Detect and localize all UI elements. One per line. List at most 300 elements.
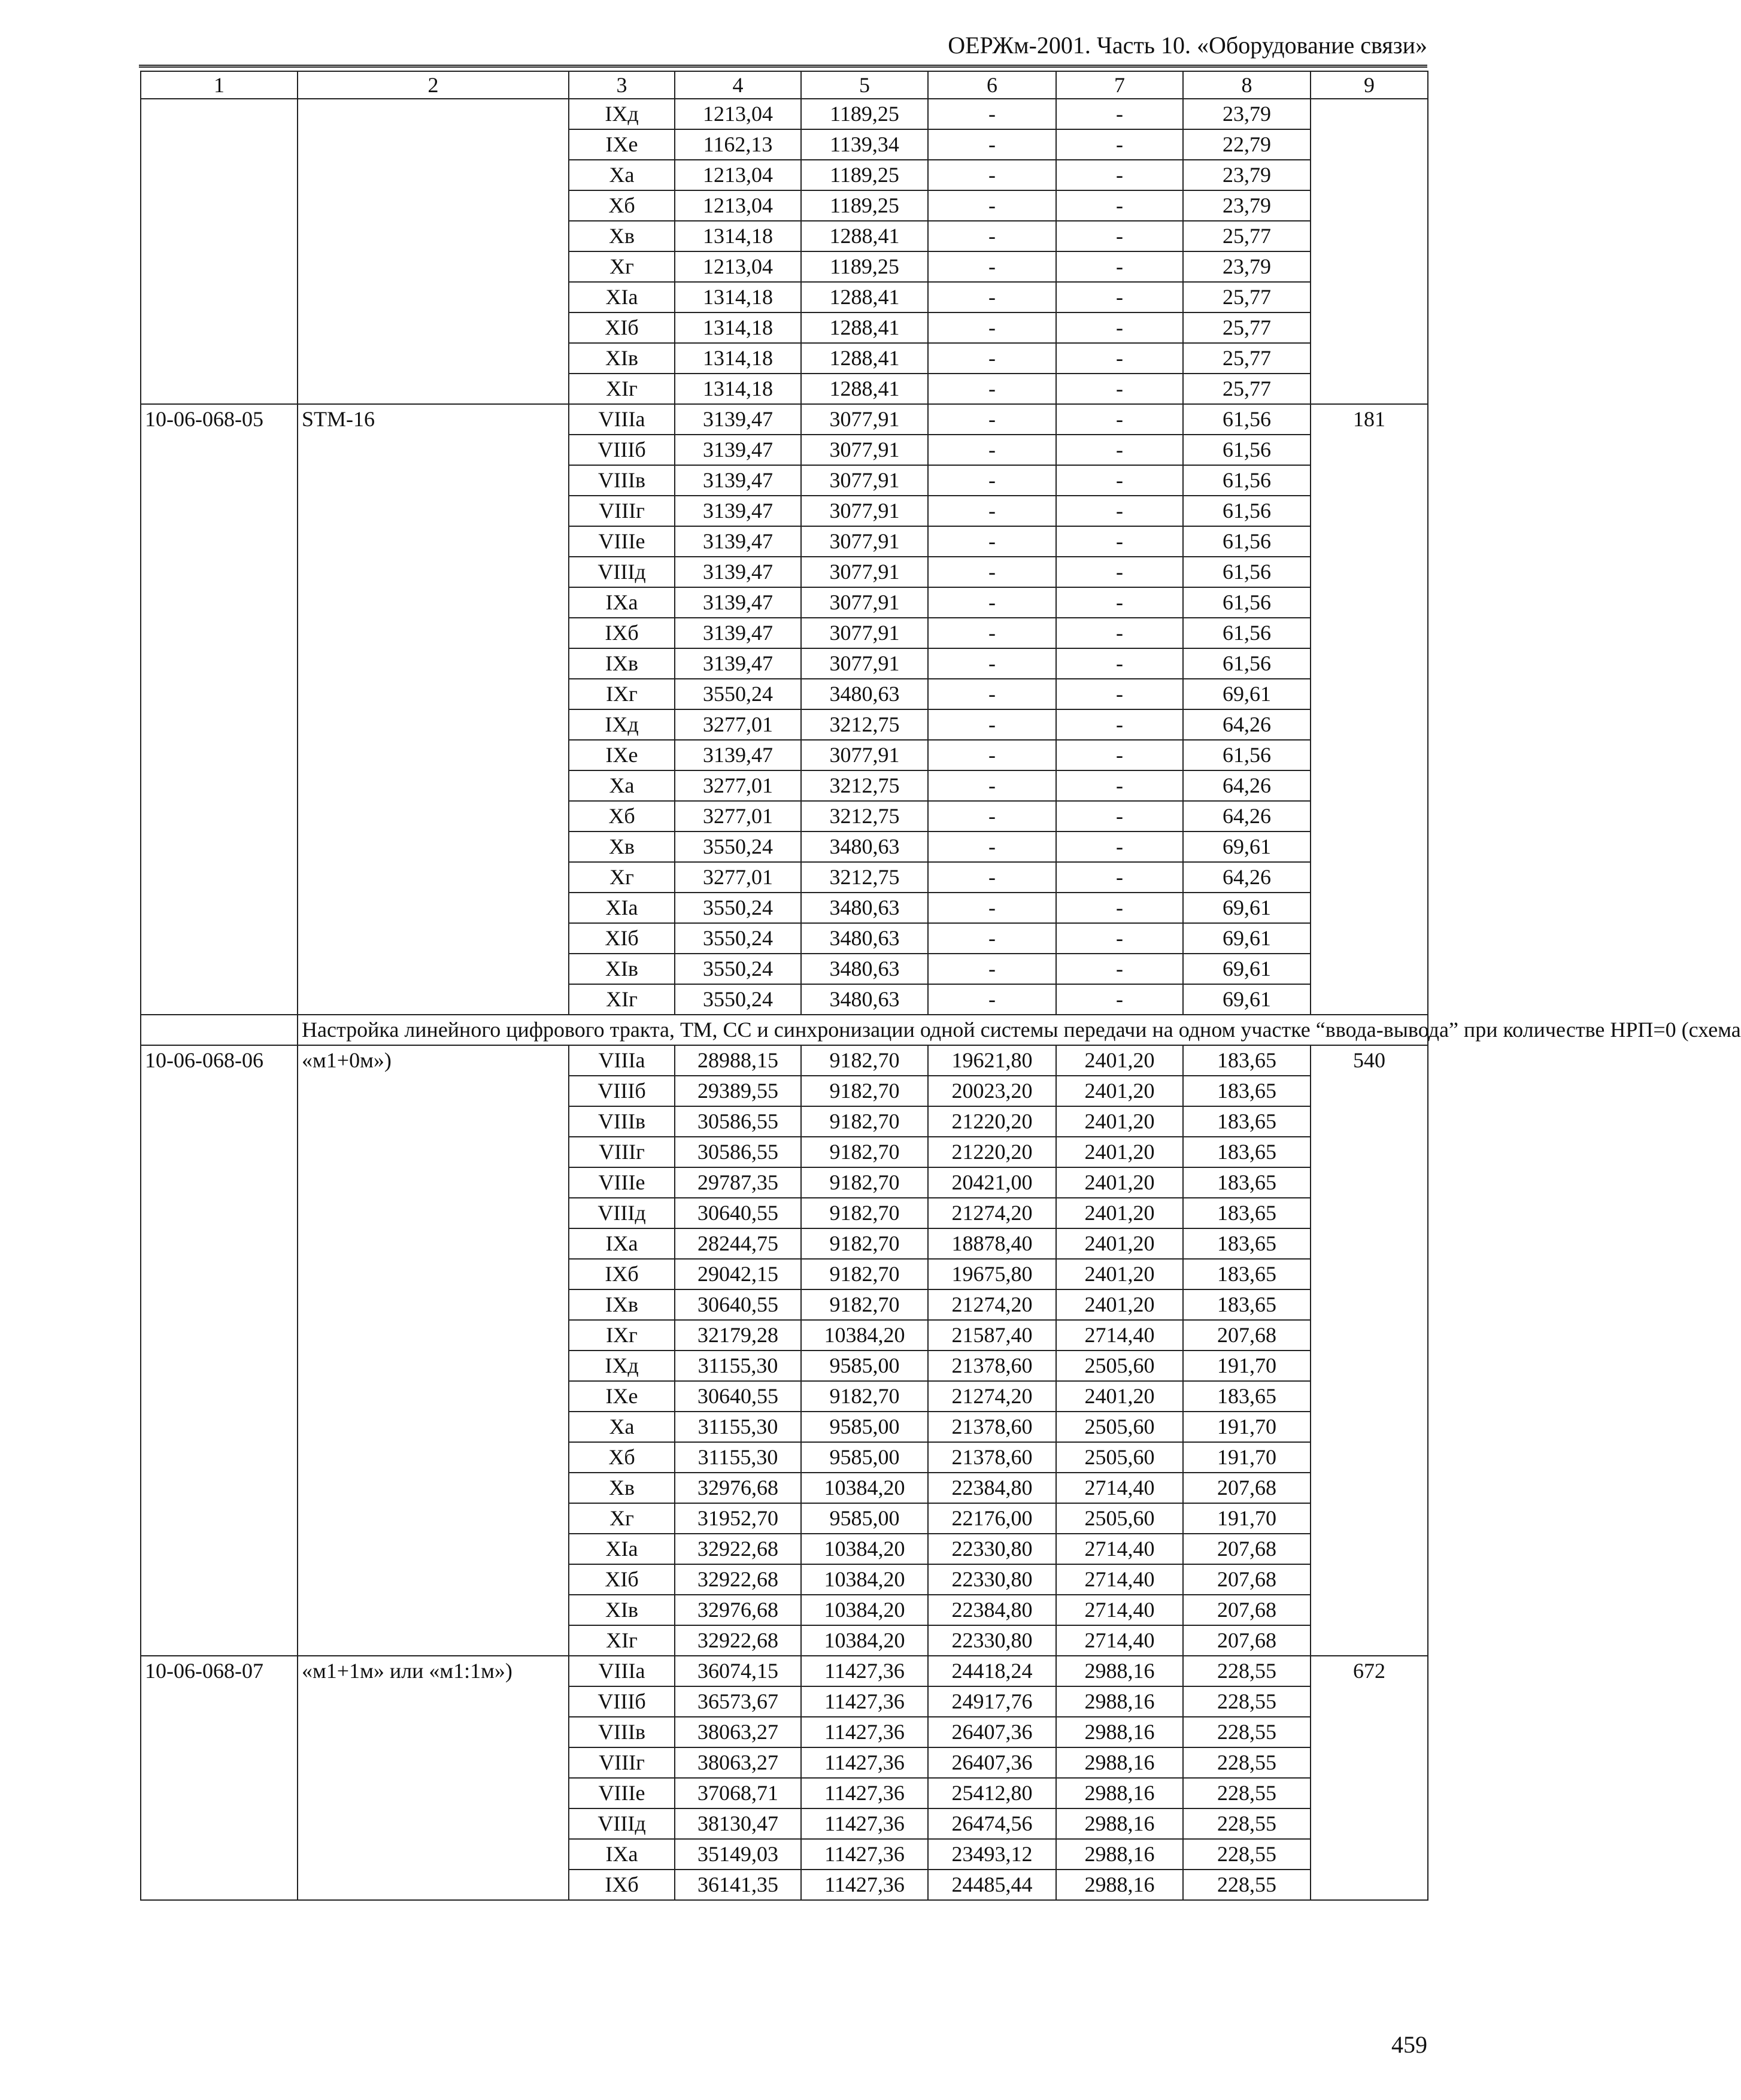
- driver-wage-cell: -: [1056, 190, 1183, 221]
- total-cost-cell: 30640,55: [675, 1289, 801, 1320]
- total-cost-cell: 3550,24: [675, 893, 801, 923]
- driver-wage-cell: -: [1056, 831, 1183, 862]
- driver-wage-cell: 2401,20: [1056, 1167, 1183, 1198]
- total-cost-cell: 29389,55: [675, 1076, 801, 1106]
- driver-wage-cell: 2988,16: [1056, 1808, 1183, 1839]
- labor-cost-cell: 11427,36: [801, 1747, 928, 1778]
- total-cost-cell: 3550,24: [675, 923, 801, 954]
- table-row: [141, 1656, 1428, 1686]
- zone-cell: VIIIб: [569, 435, 675, 465]
- labor-cost-cell: 3077,91: [801, 587, 928, 618]
- materials-cost-cell: 183,65: [1183, 1137, 1311, 1167]
- materials-cost-cell: 183,65: [1183, 1076, 1311, 1106]
- zone-cell: Xа: [569, 770, 675, 801]
- materials-cost-cell: 207,68: [1183, 1534, 1311, 1564]
- zone-cell: IXд: [569, 709, 675, 740]
- zone-cell: XIб: [569, 1564, 675, 1595]
- machine-cost-cell: -: [928, 618, 1056, 648]
- materials-cost-cell: 61,56: [1183, 740, 1311, 770]
- rates-table: [140, 71, 1741, 1901]
- labor-hours-cell: 540: [1311, 1045, 1428, 1656]
- driver-wage-cell: 2714,40: [1056, 1534, 1183, 1564]
- machine-cost-cell: 24418,24: [928, 1656, 1056, 1686]
- zone-cell: Xб: [569, 190, 675, 221]
- zone-cell: VIIIб: [569, 1686, 675, 1717]
- machine-cost-cell: 22330,80: [928, 1534, 1056, 1564]
- column-header: 2: [298, 71, 569, 99]
- materials-cost-cell: 228,55: [1183, 1839, 1311, 1870]
- total-cost-cell: 30586,55: [675, 1106, 801, 1137]
- zone-cell: IXв: [569, 648, 675, 679]
- total-cost-cell: 1314,18: [675, 221, 801, 251]
- zone-cell: VIIIв: [569, 1106, 675, 1137]
- driver-wage-cell: -: [1056, 679, 1183, 709]
- materials-cost-cell: 25,77: [1183, 221, 1311, 251]
- labor-cost-cell: 3077,91: [801, 526, 928, 557]
- machine-cost-cell: 26407,36: [928, 1717, 1056, 1747]
- zone-cell: XIа: [569, 282, 675, 312]
- table-row: [141, 404, 1428, 435]
- labor-cost-cell: 1189,25: [801, 190, 928, 221]
- zone-cell: VIIIе: [569, 1167, 675, 1198]
- zone-cell: IXв: [569, 1289, 675, 1320]
- machine-cost-cell: -: [928, 190, 1056, 221]
- total-cost-cell: 31155,30: [675, 1351, 801, 1381]
- materials-cost-cell: 207,68: [1183, 1320, 1311, 1351]
- materials-cost-cell: 183,65: [1183, 1259, 1311, 1289]
- zone-cell: VIIIб: [569, 1076, 675, 1106]
- zone-cell: Xв: [569, 221, 675, 251]
- zone-cell: IXа: [569, 587, 675, 618]
- zone-cell: VIIIа: [569, 404, 675, 435]
- machine-cost-cell: 21274,20: [928, 1381, 1056, 1412]
- driver-wage-cell: 2714,40: [1056, 1595, 1183, 1625]
- zone-cell: Xа: [569, 160, 675, 190]
- machine-cost-cell: -: [928, 923, 1056, 954]
- driver-wage-cell: -: [1056, 557, 1183, 587]
- materials-cost-cell: 207,68: [1183, 1564, 1311, 1595]
- machine-cost-cell: -: [928, 740, 1056, 770]
- labor-cost-cell: 3212,75: [801, 862, 928, 893]
- zone-cell: Xв: [569, 831, 675, 862]
- labor-cost-cell: 3212,75: [801, 801, 928, 831]
- labor-cost-cell: 11427,36: [801, 1686, 928, 1717]
- machine-cost-cell: 21378,60: [928, 1442, 1056, 1473]
- labor-cost-cell: 3077,91: [801, 648, 928, 679]
- labor-cost-cell: 3480,63: [801, 893, 928, 923]
- driver-wage-cell: -: [1056, 404, 1183, 435]
- total-cost-cell: 30640,55: [675, 1381, 801, 1412]
- total-cost-cell: 1213,04: [675, 251, 801, 282]
- total-cost-cell: 31155,30: [675, 1442, 801, 1473]
- column-header: 8: [1183, 71, 1311, 99]
- labor-cost-cell: 9182,70: [801, 1137, 928, 1167]
- total-cost-cell: 1314,18: [675, 374, 801, 404]
- table-row: [141, 99, 1428, 129]
- zone-cell: Xа: [569, 1412, 675, 1442]
- labor-cost-cell: 9182,70: [801, 1381, 928, 1412]
- labor-cost-cell: 1189,25: [801, 160, 928, 190]
- total-cost-cell: 1162,13: [675, 129, 801, 160]
- labor-cost-cell: 11427,36: [801, 1717, 928, 1747]
- driver-wage-cell: 2988,16: [1056, 1656, 1183, 1686]
- total-cost-cell: 28244,75: [675, 1228, 801, 1259]
- zone-cell: VIIIв: [569, 465, 675, 496]
- page-header: ОЕРЖм-2001. Часть 10. «Оборудование связи»: [139, 31, 1427, 68]
- materials-cost-cell: 228,55: [1183, 1778, 1311, 1808]
- materials-cost-cell: 228,55: [1183, 1747, 1311, 1778]
- machine-cost-cell: -: [928, 709, 1056, 740]
- materials-cost-cell: 61,56: [1183, 526, 1311, 557]
- driver-wage-cell: 2505,60: [1056, 1503, 1183, 1534]
- machine-cost-cell: -: [928, 343, 1056, 374]
- total-cost-cell: 29042,15: [675, 1259, 801, 1289]
- total-cost-cell: 3550,24: [675, 679, 801, 709]
- labor-cost-cell: 3077,91: [801, 618, 928, 648]
- driver-wage-cell: 2714,40: [1056, 1473, 1183, 1503]
- total-cost-cell: 3139,47: [675, 526, 801, 557]
- driver-wage-cell: -: [1056, 740, 1183, 770]
- labor-cost-cell: 3077,91: [801, 557, 928, 587]
- total-cost-cell: 38130,47: [675, 1808, 801, 1839]
- zone-cell: VIIIг: [569, 1137, 675, 1167]
- labor-cost-cell: 9585,00: [801, 1442, 928, 1473]
- machine-cost-cell: 21220,20: [928, 1137, 1056, 1167]
- zone-cell: IXа: [569, 1839, 675, 1870]
- zone-cell: VIIIа: [569, 1656, 675, 1686]
- total-cost-cell: 30586,55: [675, 1137, 801, 1167]
- machine-cost-cell: -: [928, 557, 1056, 587]
- zone-cell: XIа: [569, 1534, 675, 1564]
- total-cost-cell: 3550,24: [675, 984, 801, 1015]
- machine-cost-cell: -: [928, 954, 1056, 984]
- materials-cost-cell: 25,77: [1183, 282, 1311, 312]
- total-cost-cell: 3139,47: [675, 465, 801, 496]
- driver-wage-cell: -: [1056, 770, 1183, 801]
- rate-code: 10-06-068-07: [141, 1656, 298, 1900]
- labor-cost-cell: 9182,70: [801, 1106, 928, 1137]
- column-header: 7: [1056, 71, 1183, 99]
- labor-cost-cell: 1189,25: [801, 99, 928, 129]
- total-cost-cell: 3277,01: [675, 709, 801, 740]
- column-number-row: [141, 71, 1428, 99]
- rate-name: [298, 99, 569, 404]
- materials-cost-cell: 25,77: [1183, 343, 1311, 374]
- labor-cost-cell: 10384,20: [801, 1564, 928, 1595]
- labor-cost-cell: 3077,91: [801, 496, 928, 526]
- section-title: Настройка линейного цифрового тракта, ТМ, СС и синхронизации одной системы передачи на одном участке “ввода-вывода” при количестве НРП=0 (схема: [298, 1015, 1428, 1045]
- materials-cost-cell: 61,56: [1183, 435, 1311, 465]
- machine-cost-cell: 22330,80: [928, 1564, 1056, 1595]
- zone-cell: XIг: [569, 1625, 675, 1656]
- column-header: 3: [569, 71, 675, 99]
- materials-cost-cell: 61,56: [1183, 587, 1311, 618]
- total-cost-cell: 1213,04: [675, 190, 801, 221]
- zone-cell: VIIIг: [569, 1747, 675, 1778]
- machine-cost-cell: -: [928, 129, 1056, 160]
- machine-cost-cell: 21378,60: [928, 1412, 1056, 1442]
- total-cost-cell: 3139,47: [675, 435, 801, 465]
- materials-cost-cell: 61,56: [1183, 404, 1311, 435]
- labor-hours-cell: 181: [1311, 404, 1428, 1015]
- labor-hours-cell: [1311, 99, 1428, 404]
- total-cost-cell: 1314,18: [675, 343, 801, 374]
- total-cost-cell: 32922,68: [675, 1534, 801, 1564]
- driver-wage-cell: 2401,20: [1056, 1228, 1183, 1259]
- total-cost-cell: 36573,67: [675, 1686, 801, 1717]
- zone-cell: IXе: [569, 129, 675, 160]
- machine-cost-cell: 21220,20: [928, 1106, 1056, 1137]
- driver-wage-cell: -: [1056, 984, 1183, 1015]
- machine-cost-cell: -: [928, 526, 1056, 557]
- materials-cost-cell: 69,61: [1183, 679, 1311, 709]
- machine-cost-cell: -: [928, 404, 1056, 435]
- zone-cell: VIIIе: [569, 526, 675, 557]
- materials-cost-cell: 207,68: [1183, 1625, 1311, 1656]
- driver-wage-cell: -: [1056, 526, 1183, 557]
- driver-wage-cell: -: [1056, 99, 1183, 129]
- driver-wage-cell: 2505,60: [1056, 1442, 1183, 1473]
- zone-cell: XIв: [569, 954, 675, 984]
- total-cost-cell: 3277,01: [675, 801, 801, 831]
- total-cost-cell: 3550,24: [675, 954, 801, 984]
- labor-cost-cell: 9182,70: [801, 1228, 928, 1259]
- driver-wage-cell: 2714,40: [1056, 1320, 1183, 1351]
- total-cost-cell: 31952,70: [675, 1503, 801, 1534]
- zone-cell: Xб: [569, 1442, 675, 1473]
- materials-cost-cell: 191,70: [1183, 1503, 1311, 1534]
- section-title-row: [141, 1015, 1428, 1045]
- driver-wage-cell: 2988,16: [1056, 1778, 1183, 1808]
- zone-cell: XIг: [569, 984, 675, 1015]
- driver-wage-cell: -: [1056, 862, 1183, 893]
- zone-cell: Xг: [569, 862, 675, 893]
- zone-cell: VIIIд: [569, 1198, 675, 1228]
- zone-cell: VIIIг: [569, 496, 675, 526]
- driver-wage-cell: 2401,20: [1056, 1106, 1183, 1137]
- materials-cost-cell: 64,26: [1183, 709, 1311, 740]
- zone-cell: VIIIд: [569, 557, 675, 587]
- driver-wage-cell: -: [1056, 465, 1183, 496]
- total-cost-cell: 3139,47: [675, 587, 801, 618]
- total-cost-cell: 32179,28: [675, 1320, 801, 1351]
- total-cost-cell: 36074,15: [675, 1656, 801, 1686]
- total-cost-cell: 1213,04: [675, 99, 801, 129]
- zone-cell: VIIIд: [569, 1808, 675, 1839]
- machine-cost-cell: -: [928, 465, 1056, 496]
- labor-cost-cell: 11427,36: [801, 1839, 928, 1870]
- machine-cost-cell: -: [928, 282, 1056, 312]
- labor-cost-cell: 3480,63: [801, 831, 928, 862]
- column-header: 6: [928, 71, 1056, 99]
- labor-cost-cell: 9585,00: [801, 1412, 928, 1442]
- machine-cost-cell: -: [928, 984, 1056, 1015]
- total-cost-cell: 3139,47: [675, 648, 801, 679]
- materials-cost-cell: 228,55: [1183, 1808, 1311, 1839]
- materials-cost-cell: 207,68: [1183, 1473, 1311, 1503]
- machine-cost-cell: -: [928, 99, 1056, 129]
- total-cost-cell: 32922,68: [675, 1625, 801, 1656]
- column-header: 1: [141, 71, 298, 99]
- machine-cost-cell: 25412,80: [928, 1778, 1056, 1808]
- materials-cost-cell: 69,61: [1183, 923, 1311, 954]
- zone-cell: IXе: [569, 740, 675, 770]
- driver-wage-cell: -: [1056, 251, 1183, 282]
- machine-cost-cell: 22384,80: [928, 1473, 1056, 1503]
- table-row: [141, 1045, 1428, 1076]
- machine-cost-cell: 20023,20: [928, 1076, 1056, 1106]
- total-cost-cell: 3277,01: [675, 862, 801, 893]
- total-cost-cell: 35149,03: [675, 1839, 801, 1870]
- labor-cost-cell: 1139,34: [801, 129, 928, 160]
- driver-wage-cell: -: [1056, 954, 1183, 984]
- driver-wage-cell: 2988,16: [1056, 1686, 1183, 1717]
- driver-wage-cell: 2401,20: [1056, 1137, 1183, 1167]
- total-cost-cell: 37068,71: [675, 1778, 801, 1808]
- materials-cost-cell: 23,79: [1183, 251, 1311, 282]
- column-header: 9: [1311, 71, 1428, 99]
- labor-cost-cell: 3077,91: [801, 740, 928, 770]
- driver-wage-cell: -: [1056, 648, 1183, 679]
- materials-cost-cell: 228,55: [1183, 1656, 1311, 1686]
- machine-cost-cell: 22384,80: [928, 1595, 1056, 1625]
- zone-cell: Xг: [569, 1503, 675, 1534]
- materials-cost-cell: 228,55: [1183, 1686, 1311, 1717]
- materials-cost-cell: 183,65: [1183, 1228, 1311, 1259]
- labor-cost-cell: 1288,41: [801, 343, 928, 374]
- rate-code: [141, 99, 298, 404]
- materials-cost-cell: 69,61: [1183, 893, 1311, 923]
- machine-cost-cell: -: [928, 251, 1056, 282]
- materials-cost-cell: 191,70: [1183, 1351, 1311, 1381]
- total-cost-cell: 32976,68: [675, 1473, 801, 1503]
- labor-cost-cell: 11427,36: [801, 1778, 928, 1808]
- machine-cost-cell: -: [928, 893, 1056, 923]
- labor-cost-cell: 3077,91: [801, 465, 928, 496]
- labor-cost-cell: 9182,70: [801, 1289, 928, 1320]
- labor-cost-cell: 3480,63: [801, 954, 928, 984]
- rate-name: STM-16: [298, 404, 569, 1015]
- labor-cost-cell: 1288,41: [801, 282, 928, 312]
- materials-cost-cell: 61,56: [1183, 618, 1311, 648]
- machine-cost-cell: 23493,12: [928, 1839, 1056, 1870]
- machine-cost-cell: 21274,20: [928, 1198, 1056, 1228]
- driver-wage-cell: 2988,16: [1056, 1717, 1183, 1747]
- driver-wage-cell: 2988,16: [1056, 1839, 1183, 1870]
- total-cost-cell: 38063,27: [675, 1717, 801, 1747]
- labor-cost-cell: 1288,41: [801, 374, 928, 404]
- zone-cell: IXб: [569, 1259, 675, 1289]
- total-cost-cell: 28988,15: [675, 1045, 801, 1076]
- labor-cost-cell: 1288,41: [801, 312, 928, 343]
- machine-cost-cell: -: [928, 648, 1056, 679]
- zone-cell: XIв: [569, 343, 675, 374]
- zone-cell: IXб: [569, 618, 675, 648]
- machine-cost-cell: -: [928, 801, 1056, 831]
- driver-wage-cell: -: [1056, 587, 1183, 618]
- machine-cost-cell: 21274,20: [928, 1289, 1056, 1320]
- materials-cost-cell: 183,65: [1183, 1198, 1311, 1228]
- machine-cost-cell: -: [928, 221, 1056, 251]
- materials-cost-cell: 64,26: [1183, 862, 1311, 893]
- machine-cost-cell: 21587,40: [928, 1320, 1056, 1351]
- labor-cost-cell: 11427,36: [801, 1808, 928, 1839]
- materials-cost-cell: 183,65: [1183, 1045, 1311, 1076]
- labor-cost-cell: 10384,20: [801, 1320, 928, 1351]
- rate-code: 10-06-068-06: [141, 1045, 298, 1656]
- driver-wage-cell: 2401,20: [1056, 1381, 1183, 1412]
- labor-cost-cell: 10384,20: [801, 1473, 928, 1503]
- labor-cost-cell: 10384,20: [801, 1534, 928, 1564]
- labor-cost-cell: 9182,70: [801, 1198, 928, 1228]
- materials-cost-cell: 191,70: [1183, 1412, 1311, 1442]
- labor-cost-cell: 11427,36: [801, 1656, 928, 1686]
- labor-cost-cell: 10384,20: [801, 1595, 928, 1625]
- materials-cost-cell: 228,55: [1183, 1870, 1311, 1900]
- machine-cost-cell: -: [928, 770, 1056, 801]
- machine-cost-cell: 18878,40: [928, 1228, 1056, 1259]
- machine-cost-cell: 21378,60: [928, 1351, 1056, 1381]
- driver-wage-cell: -: [1056, 496, 1183, 526]
- labor-cost-cell: 9182,70: [801, 1259, 928, 1289]
- zone-cell: XIв: [569, 1595, 675, 1625]
- driver-wage-cell: -: [1056, 801, 1183, 831]
- machine-cost-cell: -: [928, 587, 1056, 618]
- total-cost-cell: 3139,47: [675, 404, 801, 435]
- total-cost-cell: 3277,01: [675, 770, 801, 801]
- labor-cost-cell: 9182,70: [801, 1167, 928, 1198]
- driver-wage-cell: -: [1056, 312, 1183, 343]
- driver-wage-cell: -: [1056, 129, 1183, 160]
- driver-wage-cell: -: [1056, 282, 1183, 312]
- total-cost-cell: 3139,47: [675, 740, 801, 770]
- materials-cost-cell: 69,61: [1183, 984, 1311, 1015]
- zone-cell: XIа: [569, 893, 675, 923]
- driver-wage-cell: 2401,20: [1056, 1076, 1183, 1106]
- rate-name: «м1+0м»): [298, 1045, 569, 1656]
- zone-cell: Xг: [569, 251, 675, 282]
- machine-cost-cell: -: [928, 679, 1056, 709]
- driver-wage-cell: -: [1056, 923, 1183, 954]
- zone-cell: XIг: [569, 374, 675, 404]
- machine-cost-cell: -: [928, 374, 1056, 404]
- materials-cost-cell: 61,56: [1183, 648, 1311, 679]
- column-header: 5: [801, 71, 928, 99]
- driver-wage-cell: 2988,16: [1056, 1870, 1183, 1900]
- total-cost-cell: 3139,47: [675, 557, 801, 587]
- zone-cell: Xв: [569, 1473, 675, 1503]
- driver-wage-cell: 2988,16: [1056, 1747, 1183, 1778]
- driver-wage-cell: -: [1056, 435, 1183, 465]
- driver-wage-cell: -: [1056, 374, 1183, 404]
- materials-cost-cell: 23,79: [1183, 160, 1311, 190]
- total-cost-cell: 32976,68: [675, 1595, 801, 1625]
- driver-wage-cell: 2401,20: [1056, 1259, 1183, 1289]
- labor-hours-cell: 672: [1311, 1656, 1428, 1900]
- labor-cost-cell: 3480,63: [801, 923, 928, 954]
- total-cost-cell: 1314,18: [675, 282, 801, 312]
- materials-cost-cell: 183,65: [1183, 1167, 1311, 1198]
- driver-wage-cell: -: [1056, 709, 1183, 740]
- zone-cell: VIIIе: [569, 1778, 675, 1808]
- materials-cost-cell: 61,56: [1183, 557, 1311, 587]
- labor-cost-cell: 1288,41: [801, 221, 928, 251]
- zone-cell: IXг: [569, 1320, 675, 1351]
- machine-cost-cell: -: [928, 160, 1056, 190]
- section-title-spacer: [141, 1015, 298, 1045]
- zone-cell: IXа: [569, 1228, 675, 1259]
- total-cost-cell: 38063,27: [675, 1747, 801, 1778]
